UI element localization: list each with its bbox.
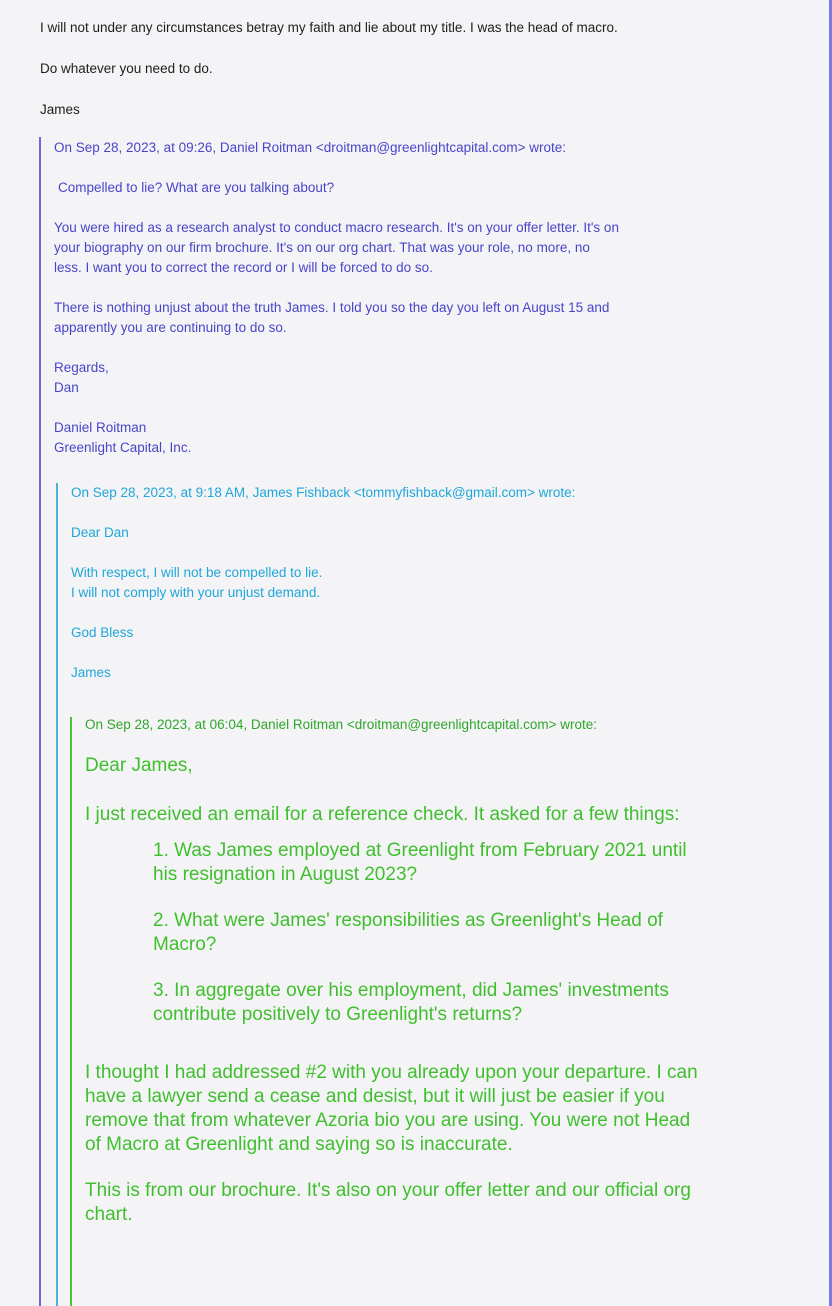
quote-sender-company: Greenlight Capital, Inc. bbox=[54, 440, 192, 455]
message-signature: James bbox=[40, 102, 80, 117]
quote-greeting: Dear James, bbox=[85, 755, 193, 776]
quote-text: I thought I had addressed #2 with you already upon your departure. I can bbox=[85, 1062, 698, 1083]
list-item-text: contribute positively to Greenlight's returns? bbox=[153, 1004, 523, 1025]
quoted-message-level-1 bbox=[39, 137, 821, 1306]
quoted-message-level-3 bbox=[70, 717, 812, 1306]
quote-text: With respect, I will not be compelled to lie. bbox=[71, 565, 323, 580]
quote-sender-name: Daniel Roitman bbox=[54, 420, 147, 435]
quote-text: Compelled to lie? What are you talking about? bbox=[58, 180, 335, 195]
quote-closing: God Bless bbox=[71, 625, 134, 640]
list-item bbox=[153, 839, 753, 887]
quote-text: of Macro at Greenlight and saying so is inaccurate. bbox=[85, 1134, 513, 1155]
list-item bbox=[153, 979, 753, 1027]
quote-header: On Sep 28, 2023, at 09:26, Daniel Roitman <droitman@greenlightcapital.com> wrote: bbox=[54, 140, 566, 155]
message-line: I will not under any circumstances betray my faith and lie about my title. I was the head of macro. bbox=[40, 20, 618, 35]
quote-text: remove that from whatever Azoria bio you are using. You were not Head bbox=[85, 1110, 691, 1131]
list-item-text: Macro? bbox=[153, 934, 217, 955]
quote-signature: Dan bbox=[54, 380, 79, 395]
list-item-text: 3. In aggregate over his employment, did James' investments bbox=[153, 980, 669, 1001]
quote-header: On Sep 28, 2023, at 06:04, Daniel Roitman <droitman@greenlightcapital.com> wrote: bbox=[85, 717, 597, 732]
list-item bbox=[153, 909, 753, 957]
list-item-text: 1. Was James employed at Greenlight from February 2021 until bbox=[153, 840, 687, 861]
quote-regards: Regards, bbox=[54, 360, 109, 375]
reply-message-body bbox=[40, 18, 810, 141]
quote-signature: James bbox=[71, 665, 111, 680]
quote-greeting: Dear Dan bbox=[71, 525, 129, 540]
list-item-text: his resignation in August 2023? bbox=[153, 864, 418, 885]
quote-text: I just received an email for a reference check. It asked for a few things: bbox=[85, 804, 680, 825]
quote-text: apparently you are continuing to do so. bbox=[54, 320, 287, 335]
quote-text: less. I want you to correct the record or I will be forced to do so. bbox=[54, 260, 433, 275]
message-line: Do whatever you need to do. bbox=[40, 61, 213, 76]
quote-text: your biography on our firm brochure. It's on our org chart. That was your role, no more, no bbox=[54, 240, 590, 255]
quote-header: On Sep 28, 2023, at 9:18 AM, James Fishback <tommyfishback@gmail.com> wrote: bbox=[71, 485, 576, 500]
quote-text: There is nothing unjust about the truth James. I told you so the day you left on August 15 and bbox=[54, 300, 610, 315]
quoted-message-level-2 bbox=[56, 483, 818, 1306]
quote-text: This is from our brochure. It's also on your offer letter and our official org bbox=[85, 1180, 691, 1201]
reference-questions-list bbox=[153, 839, 753, 1027]
quote-text: chart. bbox=[85, 1204, 133, 1225]
list-item-text: 2. What were James' responsibilities as Greenlight's Head of bbox=[153, 910, 663, 931]
quote-text: have a lawyer send a cease and desist, but it will just be easier if you bbox=[85, 1086, 665, 1107]
quote-text: I will not comply with your unjust demand. bbox=[71, 585, 321, 600]
quote-text: You were hired as a research analyst to conduct macro research. It's on your offer letter. It's on bbox=[54, 220, 619, 235]
